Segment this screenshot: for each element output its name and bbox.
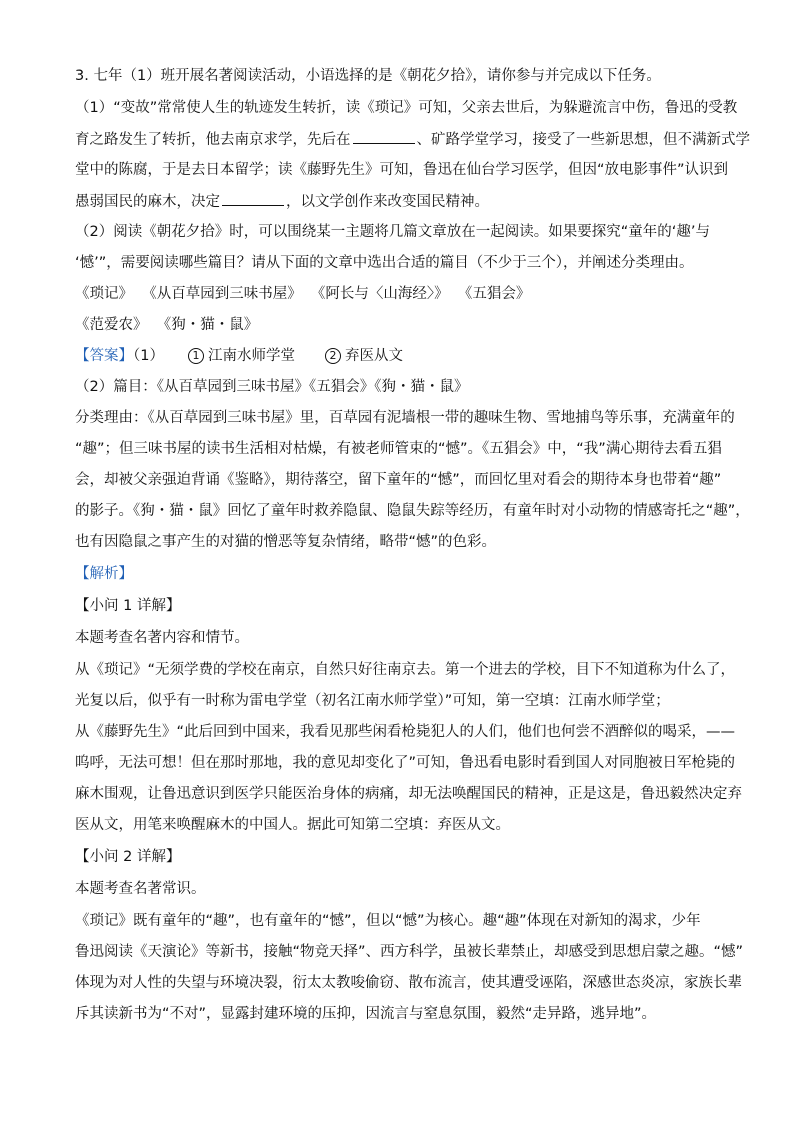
sub2-line-2-text: 《琐记》既有童年的“趣”，也有童年的“憾”，但以“憾”为核心。趣“趣”体现在对新知的渴求，少年 (75, 913, 701, 929)
sub2-line-1-text: 本题考查名著常识。 (75, 881, 206, 897)
circled-number-1: 1 (188, 348, 204, 364)
sub2-line-4-text: 体现为对人性的失望与环境决裂，衍太太教唆偷窃、散布流言，使其遭受诬陷，深感世态炎凉，家族长辈 (75, 975, 742, 991)
blank-1 (353, 129, 415, 144)
reason-line-3-text: 会，却被父亲强迫背诵《鉴略》，期待落空，留下童年的“憾”，而回忆里对看会的期待本身也带着“趣” (75, 472, 722, 488)
blank-2 (222, 191, 284, 206)
part1-line4-after: ，以文学创作来改变国民精神。 (286, 194, 489, 210)
question-title-text: 3. 七年（1）班开展名著阅读活动，小语选择的是《朝花夕拾》，请你参与并完成以下任务。 (75, 68, 661, 84)
sub1-line-7-text: 医从文，用笔来唤醒麻木的中国人。据此可知第二空填：弃医从文。 (75, 817, 510, 833)
part1-line2-after: 、矿路学堂学习，接受了一些新思想，但不满新式学 (416, 132, 750, 148)
sub1-heading-text: 【小问 1 详解】 (75, 598, 181, 614)
sub1-line-3-text: 光复以后，似乎有一时称为雷电学堂（初名江南水师学堂）”可知，第一空填：江南水师学堂； (75, 693, 670, 709)
options-line1-text: 《琐记》 《从百草园到三味书屋》 《阿长与〈山海经〉》 《五猖会》 (75, 286, 531, 302)
reason-line-1-text: 分类理由：《从百草园到三味书屋》里，百草园有泥墙根一带的趣味生物、雪地捕鸟等乐事，充满童年的 (75, 410, 735, 426)
part1-line3-text: 堂中的陈腐，于是去日本留学；读《藤野先生》可知，鲁迅在仙台学习医学，但因“放电影事件”认识到 (75, 162, 729, 178)
part1-line1-text: （1）“变故”常常使人生的轨迹发生转折，读《琐记》可知，父亲去世后，为躲避流言中伤，鲁迅的受教 (75, 100, 738, 116)
part2-line2-text: ‘憾’”，需要阅读哪些篇目？请从下面的文章中选出合适的篇目（不少于三个），并阐述分类理由。 (75, 255, 694, 271)
part1-line2-before: 育之路发生了转折，他去南京求学，先后在 (75, 132, 351, 148)
sub1-line-5-text: 呜呼，无法可想！但在那时那地，我的意见却变化了”可知，鲁迅看电影时看到国人对同胞被日军枪毙的 (75, 755, 736, 771)
answer-item-2 (325, 346, 403, 366)
sub1-line-4-text: 从《藤野先生》“此后回到中国来，我看见那些闲看枪毙犯人的人们，他们也何尝不酒醉似的喝采，—— (75, 724, 736, 740)
options-line2-text: 《范爱农》 《狗・猫・鼠》 (75, 317, 259, 333)
part2-line1-text: （2）阅读《朝花夕拾》时，可以围绕某一主题将几篇文章放在一起阅读。如果要探究“童年的‘趣’与 (75, 224, 710, 240)
answer-part1-prefix: （1） (133, 348, 164, 364)
circled-number-2: 2 (325, 348, 341, 364)
answer-1-text: 江南水师学堂 (208, 348, 295, 364)
reason-line-5-text: 也有因隐鼠之事产生的对猫的憎恶等复杂情绪，略带“憾”的色彩。 (75, 534, 497, 550)
part1-line4-before: 愚弱国民的麻木，决定 (75, 194, 220, 210)
sub1-line-2-text: 从《琐记》“无须学费的学校在南京，自然只好往南京去。第一个进去的学校，目下不知道称为什么了， (75, 662, 736, 678)
part1-line2-text (75, 129, 750, 150)
answer-row (75, 346, 164, 366)
answer-part2-titles-text: （2）篇目：《从百草园到三味书屋》《五猖会》《狗・猫・鼠》 (75, 379, 469, 395)
analysis-label-text: 【解析】 (75, 566, 133, 582)
sub1-line-1-text: 本题考查名著内容和情节。 (75, 630, 249, 646)
sub2-heading-text: 【小问 2 详解】 (75, 849, 181, 865)
answer-item-1 (188, 346, 295, 366)
answer-label: 【答案】 (75, 348, 133, 364)
reason-line-2-text: “趣”；但三味书屋的读书生活相对枯燥，有被老师管束的“憾”。《五猖会》中，“我”满心期待去看五猖 (75, 441, 722, 457)
reason-line-4-text: 的影子。《狗・猫・鼠》回忆了童年时救养隐鼠、隐鼠失踪等经历，有童年时对小动物的情感寄托之“趣”， (75, 503, 750, 519)
sub2-line-5-text: 斥其读新书为“不对”，显露封建环境的压抑，因流言与窒息氛围，毅然“走异路，逃异地”。 (75, 1006, 657, 1022)
sub1-line-6-text: 麻木围观，让鲁迅意识到医学只能医治身体的病痛，却无法唤醒国民的精神，正是这是，鲁迅毅然决定弃 (75, 786, 742, 802)
sub2-line-3-text: 鲁迅阅读《天演论》等新书，接触“物竞天择”、西方科学，虽被长辈禁止，却感受到思想启蒙之趣。“憾” (75, 944, 744, 960)
answer-2-text: 弃医从文 (345, 348, 403, 364)
part1-line4-text (75, 191, 489, 212)
